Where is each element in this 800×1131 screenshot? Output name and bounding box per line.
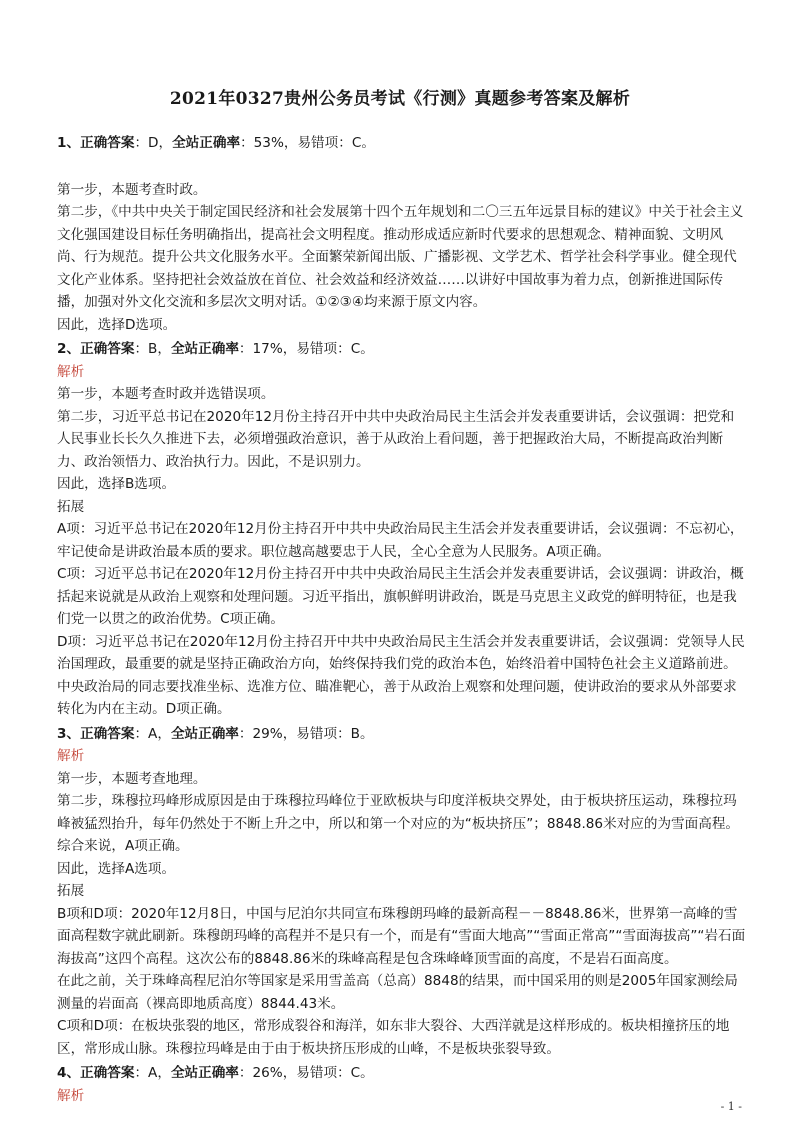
q1-step2: 第二步，《中共中央关于制定国民经济和社会发展第十四个五年规划和二〇三五年远景目标的建议》中关于社会主义文化强国建设目标任务明确指出，提高社会文明程度。推动形成适应新时代要求的思想观念、精神面貌、文明风尚、行为规范。提升公共文化服务水平。全面繁荣新闻出版、广播影视、文学艺术、哲学社会科学事业。健全现代文化产业体系。坚持把社会效益放在首位、社会效益和经济效益……以讲好中国故事为着力点，创新推进国际传播，加强对外文化交流和多层次文明对话。①②③④均来源于原文内容。 xyxy=(57,204,744,310)
q2-extend-d: D项：习近平总书记在2020年12月份主持召开中共中央政治局民主生活会并发表重要讲话，会议强调：党领导人民治国理政，最重要的就是坚持正确政治方向，始终保持我们党的政治本色，始终沿着中国特色社会主义道路前进。中央政治局的同志要找准坐标、选准方位、瞄准靶心，善于从政治上观察和处理问题，使讲政治的要求从外部要求转化为内在主动。D项正确。 xyxy=(57,633,745,717)
q3-extend-note: 在此之前，关于珠峰高程尼泊尔等国家是采用雪盖高（总高）8848的结果，而中国采用的则是2005年国家测绘局测量的岩面高（裸高即地质高度）8844.43米。 xyxy=(57,973,738,1012)
q2-step2: 第二步，习近平总书记在2020年12月份主持召开中共中央政治局民主生活会并发表重要讲话，会议强调：把党和人民事业长长久久推进下去，必须增强政治意识，善于从政治上看问题，善于把握政治大局，不断提高政治判断力、政治领悟力、政治执行力。因此，不是识别力。 xyxy=(57,408,735,470)
q3-extend-heading: 拓展 xyxy=(57,883,85,899)
document-body xyxy=(57,130,747,1107)
q1-correct-label: 正确答案 xyxy=(80,135,135,151)
q2-step1: 第一步，本题考查时政并选错误项。 xyxy=(57,386,275,402)
q1-answer-line xyxy=(57,132,747,155)
q4-correct-label: 正确答案 xyxy=(80,1065,135,1081)
q4-rate-label: 全站正确率 xyxy=(170,1065,239,1081)
q3-extend-cd: C项和D项：在板块张裂的地区，常形成裂谷和海洋，如东非大裂谷、大西洋就是这样形成的。板块相撞挤压的地区，常形成山脉。珠穆拉玛峰是由于由于板块挤压形成的山峰，不是板块张裂导致。 xyxy=(57,1018,730,1057)
q4-analysis-heading: 解析 xyxy=(57,1087,85,1104)
q2-rate-label: 全站正确率 xyxy=(170,341,239,357)
q3-answer: ：A， xyxy=(134,725,171,742)
q2-extend-heading: 拓展 xyxy=(57,498,85,515)
q2-conclusion: 因此，选择B选项。 xyxy=(57,476,176,492)
q4-answer: ：A， xyxy=(134,1065,171,1081)
q3-step2: 第二步，珠穆拉玛峰形成原因是由于珠穆拉玛峰位于亚欧板块与印度洋板块交界处，由于板块挤压运动，珠穆拉玛峰被猛烈抬升，每年仍然处于不断上升之中，所以和第一个对应的为“板块挤压”；8848.86米对应的为雪面高程。综合来说，A项正确。 xyxy=(57,793,740,854)
q2-number: 2、 xyxy=(57,341,81,357)
q2-extend-a: A项：习近平总书记在2020年12月份主持召开中共中央政治局民主生活会并发表重要讲话，会议强调：不忘初心，牢记使命是讲政治最本质的要求。职位越高越要忠于人民，全心全意为人民服务。A项正确。 xyxy=(57,521,744,560)
page-number: - 1 - xyxy=(720,1100,742,1113)
q2-answer: ：B， xyxy=(134,341,171,357)
q3-step1: 第一步，本题考查地理。 xyxy=(57,770,207,787)
q3-rate-label: 全站正确率 xyxy=(170,725,239,742)
q3-rate: ：29%，易错项：B。 xyxy=(238,725,374,742)
page-title: 2021年0327贵州公务员考试《行测》真题参考答案及解析 xyxy=(169,89,631,109)
q1-conclusion: 因此，选择D选项。 xyxy=(57,316,177,333)
q1-step1: 第一步，本题考查时政。 xyxy=(57,181,207,198)
q3-analysis-heading: 解析 xyxy=(57,748,85,764)
q1-rate-label: 全站正确率 xyxy=(172,135,241,151)
q3-answer-line xyxy=(57,723,747,746)
q1-number: 1、 xyxy=(57,135,81,151)
q2-analysis-heading: 解析 xyxy=(57,363,85,380)
q2-answer-line xyxy=(57,338,747,361)
q1-rate: ：53%，易错项：C。 xyxy=(240,135,375,151)
q2-rate: ：17%，易错项：C。 xyxy=(238,341,374,357)
spacer xyxy=(57,155,747,179)
q3-extend-bd: B项和D项：2020年12月8日，中国与尼泊尔共同宣布珠穆朗玛峰的最新高程－－8848.86米，世界第一高峰的雪面高程数字就此刷新。珠穆朗玛峰的高程并不是只有一个，而是有“雪面大地高”“雪面正常高”“雪面海拔高”“岩石面海拔高”这四个高程。这次公布的8848.86米的珠峰高程是包含珠峰峰顶雪面的高度，不是岩石面高度。 xyxy=(57,905,746,967)
q3-number: 3、 xyxy=(57,725,81,742)
q2-correct-label: 正确答案 xyxy=(80,341,135,357)
q3-conclusion: 因此，选择A选项。 xyxy=(57,860,176,877)
q3-correct-label: 正确答案 xyxy=(80,725,135,742)
q4-rate: ：26%，易错项：C。 xyxy=(238,1065,374,1081)
q4-number: 4、 xyxy=(57,1065,81,1081)
q1-answer: ：D， xyxy=(134,135,173,151)
q2-extend-c: C项：习近平总书记在2020年12月份主持召开中共中央政治局民主生活会并发表重要讲话，会议强调：讲政治，概括起来说就是从政治上观察和处理问题。习近平指出，旗帜鲜明讲政治，既是马克思主义政党的鲜明特征，也是我们党一以贯之的政治优势。C项正确。 xyxy=(57,566,744,627)
q4-answer-line xyxy=(57,1062,747,1085)
